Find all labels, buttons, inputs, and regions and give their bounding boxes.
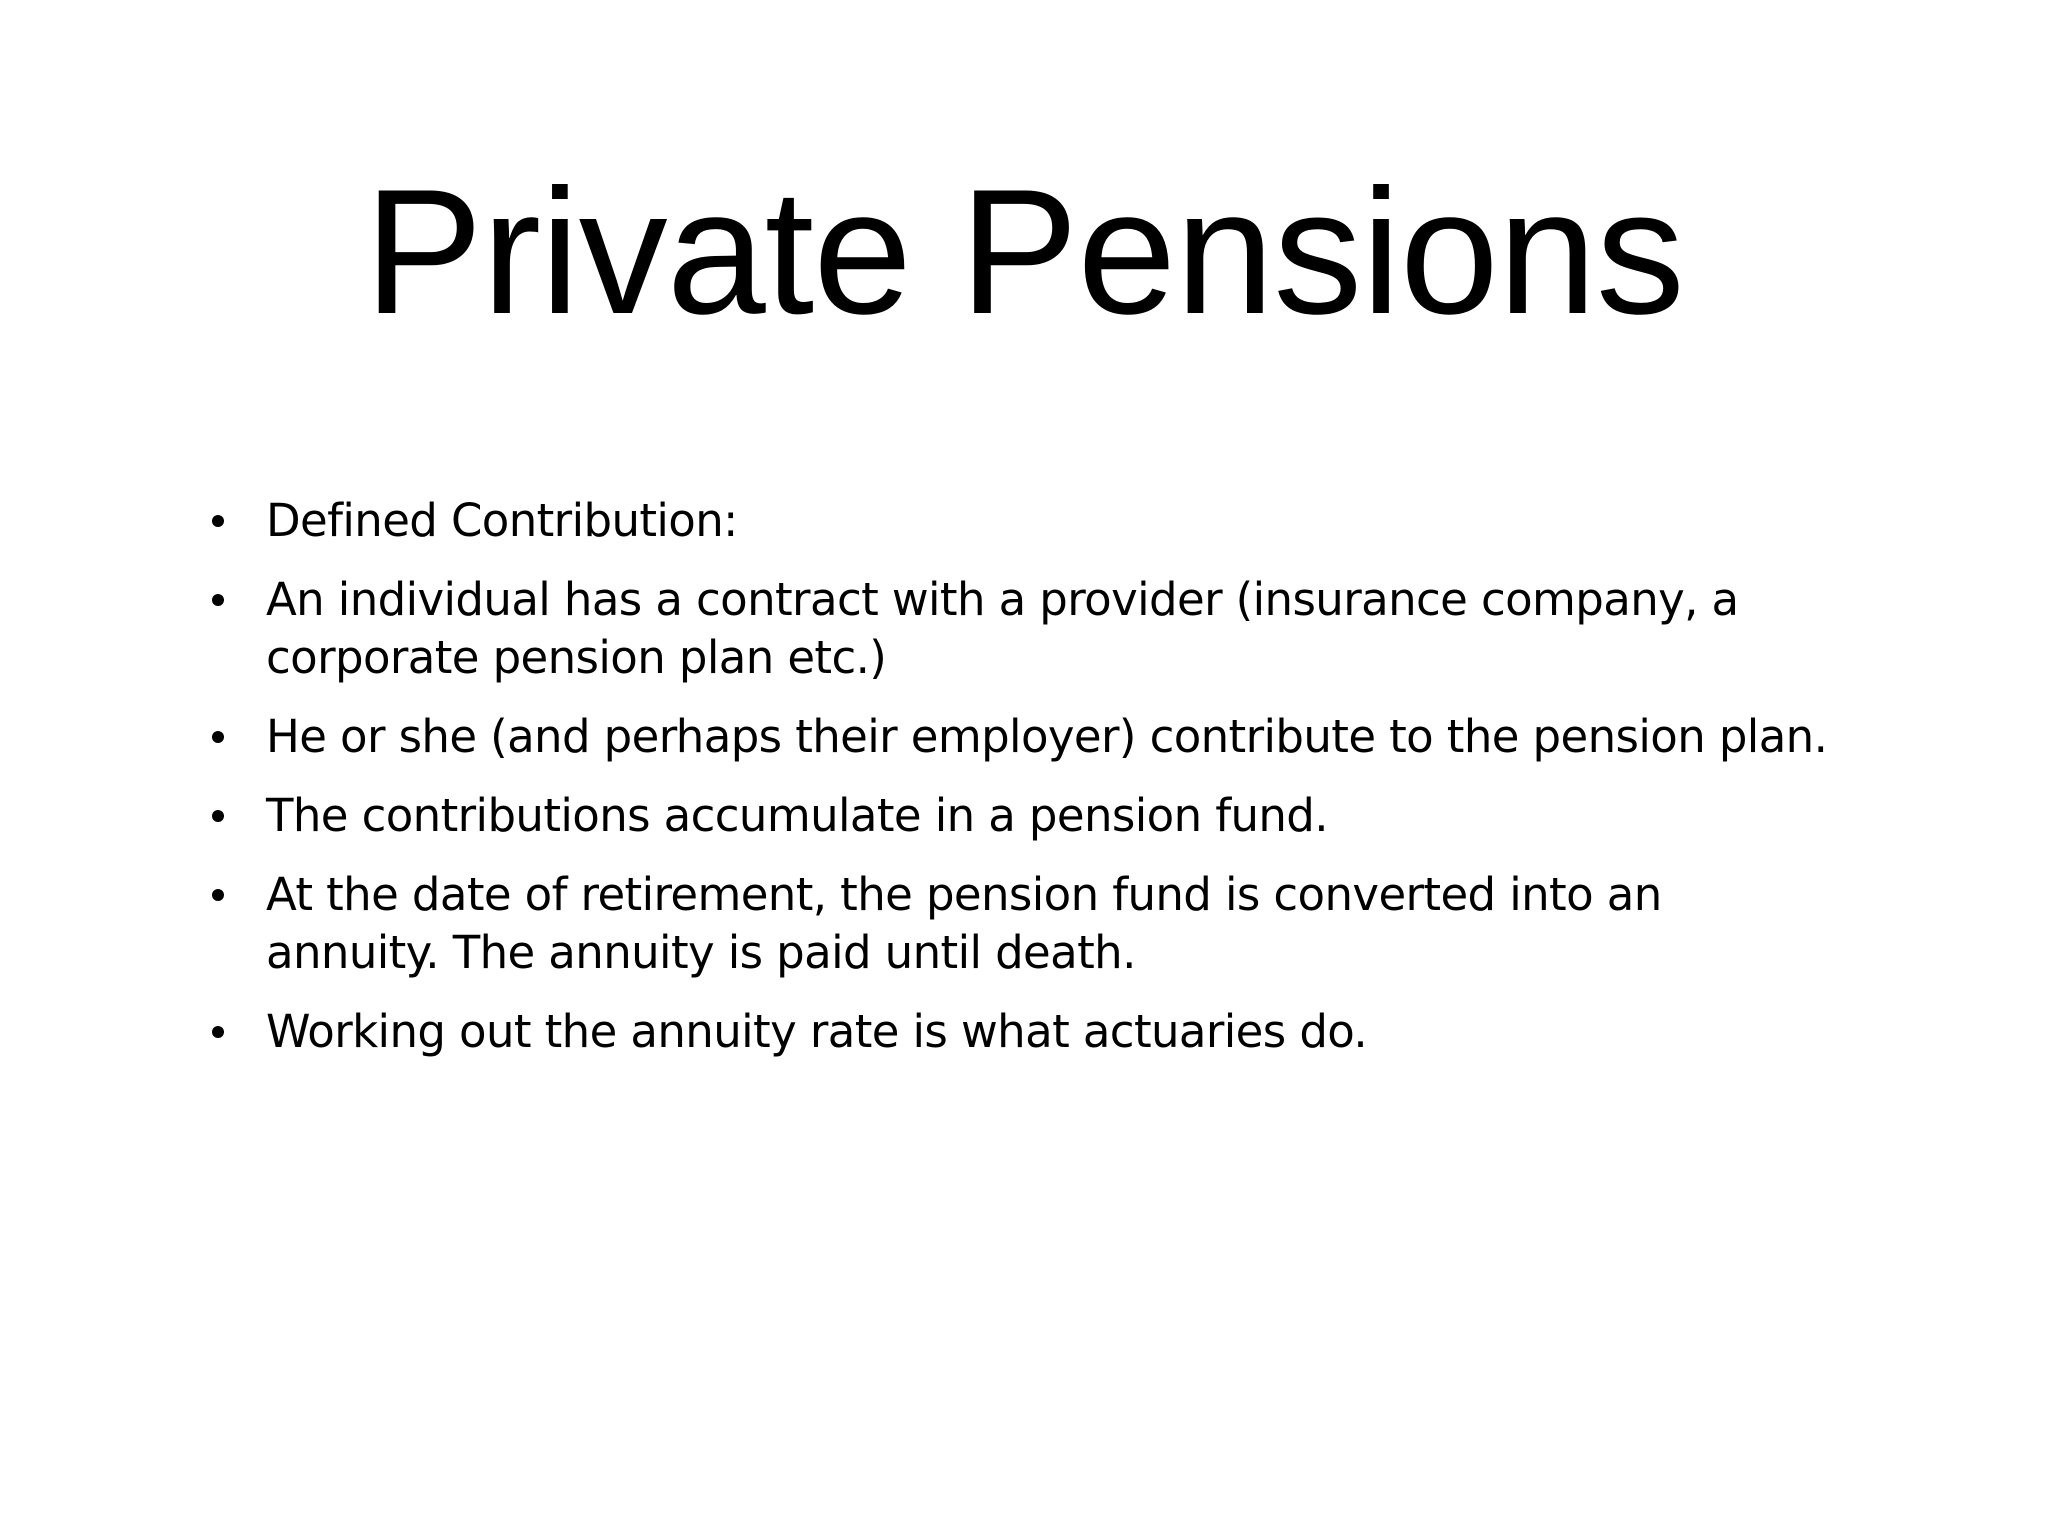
bullet-item [210,787,1830,845]
bullet-item [210,571,1830,687]
bullet-item [210,866,1830,982]
bullet-text: An individual has a contract with a provider (insurance company, a corporate pension plan etc.) [266,573,1739,684]
bullet-dot-icon [212,594,224,606]
bullet-text: He or she (and perhaps their employer) contribute to the pension plan. [266,710,1828,763]
bullet-dot-icon [212,1026,224,1038]
bullet-item [210,492,1830,550]
bullet-list [210,492,1830,1082]
bullet-dot-icon [212,731,224,743]
bullet-text: The contributions accumulate in a pension fund. [266,789,1328,842]
bullet-text: Defined Contribution: [266,494,738,547]
bullet-text: Working out the annuity rate is what actuaries do. [266,1005,1368,1058]
bullet-dot-icon [212,515,224,527]
slide-title: Private Pensions [364,152,1684,351]
bullet-text: At the date of retirement, the pension fund is converted into an annuity. The annuity is paid until death. [266,868,1662,979]
bullet-dot-icon [212,889,224,901]
bullet-item [210,1003,1830,1061]
bullet-dot-icon [212,810,224,822]
bullet-item [210,708,1830,766]
